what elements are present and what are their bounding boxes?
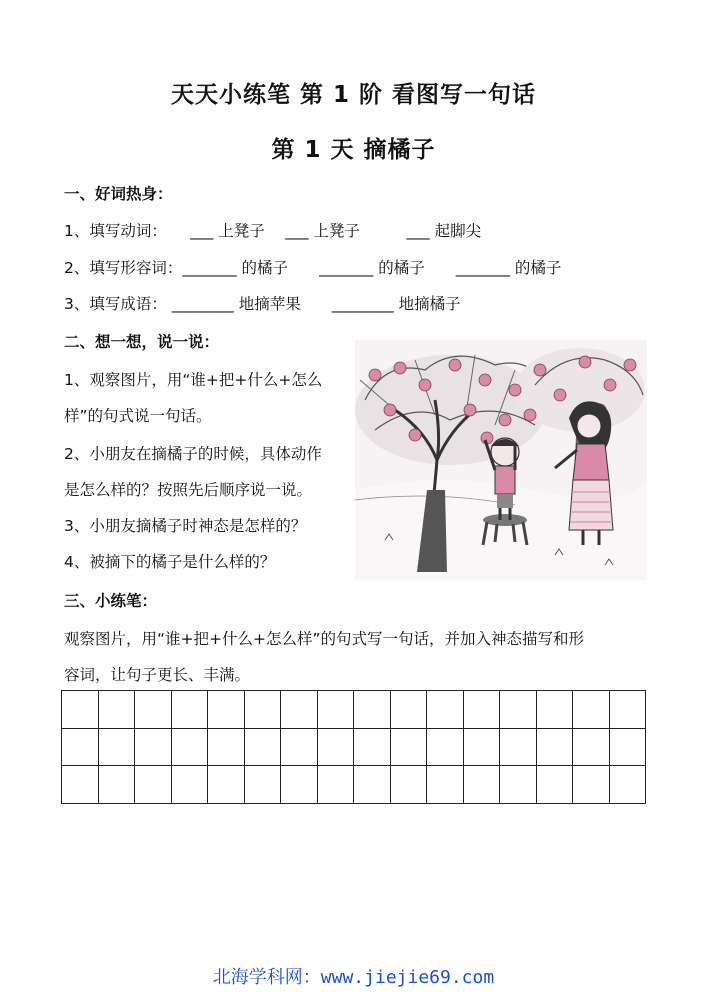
orchard-illustration	[355, 340, 647, 580]
grid-cell[interactable]	[62, 691, 99, 729]
grid-cell[interactable]	[99, 729, 136, 767]
section1-heading: 一、好词热身：	[64, 185, 173, 203]
grid-cell[interactable]	[281, 766, 318, 804]
grid-cell[interactable]	[464, 729, 501, 767]
footer-url[interactable]: www.jiejie69.com	[320, 967, 495, 988]
footer-site-name: 北海学科网：	[212, 967, 321, 988]
writing-grid[interactable]	[61, 690, 646, 804]
grid-cell[interactable]	[208, 766, 245, 804]
footer-watermark	[0, 963, 707, 989]
grid-cell[interactable]	[245, 766, 282, 804]
grid-cell[interactable]	[172, 729, 209, 767]
grid-cell[interactable]	[172, 691, 209, 729]
writing-instruction-line1: 观察图片，用“谁+把+什么+怎么样”的句式写一句话，并加入神态描写和形	[64, 630, 585, 648]
grid-cell[interactable]	[464, 691, 501, 729]
grid-cell[interactable]	[281, 691, 318, 729]
grid-cell[interactable]	[610, 729, 647, 767]
grid-cell[interactable]	[354, 729, 391, 767]
grid-cell[interactable]	[500, 729, 537, 767]
grid-cell[interactable]	[427, 729, 464, 767]
grid-cell[interactable]	[281, 729, 318, 767]
grid-cell[interactable]	[391, 729, 428, 767]
question-4: 4、被摘下的橘子是什么样的？	[64, 553, 276, 571]
grid-cell[interactable]	[573, 766, 610, 804]
grid-cell[interactable]	[99, 691, 136, 729]
grid-cell[interactable]	[172, 766, 209, 804]
grid-cell[interactable]	[245, 691, 282, 729]
grid-cell[interactable]	[318, 766, 355, 804]
grid-cell[interactable]	[62, 766, 99, 804]
grid-cell[interactable]	[500, 691, 537, 729]
question-2a: 2、小朋友在摘橘子的时候，具体动作	[64, 445, 322, 463]
grid-cell[interactable]	[537, 729, 574, 767]
grid-cell[interactable]	[318, 691, 355, 729]
grid-cell[interactable]	[610, 766, 647, 804]
grid-cell[interactable]	[135, 691, 172, 729]
grid-cell[interactable]	[610, 691, 647, 729]
grid-cell[interactable]	[391, 766, 428, 804]
grid-cell[interactable]	[391, 691, 428, 729]
grid-cell[interactable]	[318, 729, 355, 767]
grid-cell[interactable]	[500, 766, 537, 804]
section2-heading: 二、想一想，说一说：	[64, 333, 220, 351]
grid-cell[interactable]	[537, 766, 574, 804]
verb-exercise: 1、填写动词： ___ 上凳子 ___ 上凳子 ___ 起脚尖	[64, 222, 482, 240]
question-1a: 1、观察图片，用“谁+把+什么+怎么	[64, 371, 323, 389]
grid-cell[interactable]	[427, 691, 464, 729]
idiom-exercise: 3、填写成语： ________ 地摘苹果 ________ 地摘橘子	[64, 295, 461, 313]
grid-cell[interactable]	[427, 766, 464, 804]
grid-cell[interactable]	[537, 691, 574, 729]
grid-cell[interactable]	[245, 729, 282, 767]
grid-cell[interactable]	[208, 729, 245, 767]
question-3: 3、小朋友摘橘子时神态是怎样的？	[64, 517, 307, 535]
adjective-exercise: 2、填写形容词：_______ 的橘子 _______ 的橘子 _______ 的橘子	[64, 259, 562, 277]
illustration-picking-oranges	[355, 340, 647, 580]
question-2b: 是怎么样的？按照先后顺序说一说。	[64, 481, 313, 499]
grid-cell[interactable]	[573, 729, 610, 767]
grid-cell[interactable]	[208, 691, 245, 729]
grid-cell[interactable]	[464, 766, 501, 804]
grid-cell[interactable]	[135, 729, 172, 767]
writing-instruction-line2: 容词，让句子更长、丰满。	[64, 666, 251, 684]
grid-cell[interactable]	[573, 691, 610, 729]
page-title: 天天小练笔 第 1 阶 看图写一句话	[170, 82, 537, 108]
grid-cell[interactable]	[354, 691, 391, 729]
section3-heading: 三、小练笔：	[64, 592, 158, 610]
question-1b: 样”的句式说一句话。	[64, 407, 212, 425]
grid-cell[interactable]	[354, 766, 391, 804]
page-subtitle: 第 1 天 摘橘子	[271, 137, 436, 163]
grid-cell[interactable]	[135, 766, 172, 804]
grid-cell[interactable]	[62, 729, 99, 767]
grid-cell[interactable]	[99, 766, 136, 804]
